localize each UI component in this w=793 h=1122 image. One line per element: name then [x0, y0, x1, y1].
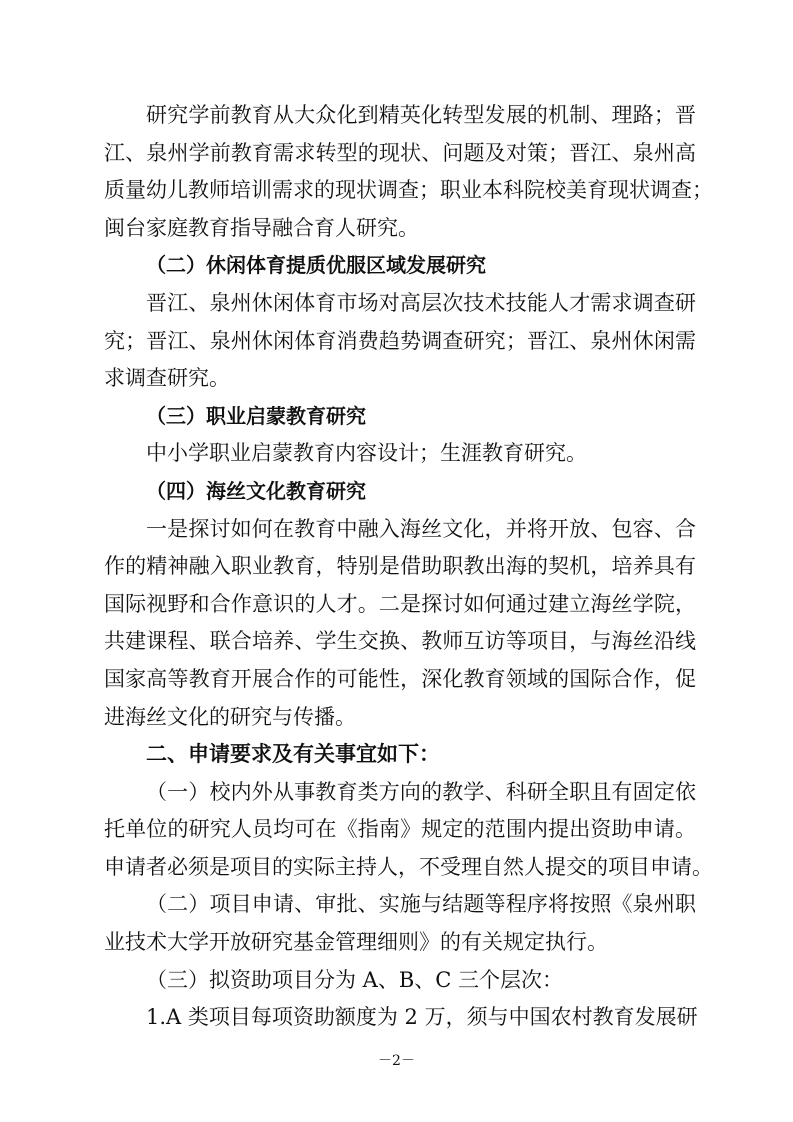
paragraph-line: 闽台家庭教育指导融合育人研究。: [104, 215, 419, 240]
paragraph-line: 一是探讨如何在教育中融入海丝文化，并将开放、包容、合: [146, 516, 696, 541]
section-heading: （二）休闲体育提质优服区域发展研究: [146, 253, 486, 278]
paragraph-line: 共建课程、联合培养、学生交换、教师互访等项目，与海丝沿线: [104, 629, 696, 654]
paragraph-line: 业技术大学开放研究基金管理细则》的有关规定执行。: [104, 930, 608, 955]
page-number: －2－: [378, 1053, 415, 1069]
section-heading: （四）海丝文化教育研究: [146, 478, 366, 503]
paragraph-line: 托单位的研究人员均可在《指南》规定的范围内提出资助申请。: [104, 817, 696, 842]
paragraph-line: （三）拟资助项目分为 A、B、C 三个层次：: [146, 967, 564, 992]
paragraph-line: 究；晋江、泉州休闲体育消费趋势调查研究；晋江、泉州休闲需: [104, 328, 696, 353]
paragraph-line: 进海丝文化的研究与传播。: [104, 704, 356, 729]
paragraph-line: 申请者必须是项目的实际主持人，不受理自然人提交的项目申请。: [104, 854, 713, 879]
paragraph-line: 江、泉州学前教育需求转型的现状、问题及对策；晋江、泉州高: [104, 140, 696, 165]
paragraph-line: （二）项目申请、审批、实施与结题等程序将按照《泉州职: [146, 892, 696, 917]
paragraph-line: 作的精神融入职业教育，特别是借助职教出海的契机，培养具有: [104, 554, 696, 579]
paragraph-line: 中小学职业启蒙教育内容设计；生涯教育研究。: [146, 441, 587, 466]
paragraph-line: 国际视野和合作意识的人才。二是探讨如何通过建立海丝学院，: [104, 591, 696, 616]
paragraph-line: 研究学前教育从大众化到精英化转型发展的机制、理路；晋: [146, 103, 696, 127]
document-body: [104, 97, 713, 1037]
paragraph-line: 求调查研究。: [104, 366, 230, 391]
chapter-heading: 二、申请要求及有关事宜如下：: [146, 742, 440, 767]
paragraph-line: 国家高等教育开展合作的可能性，深化教育领域的国际合作，促: [104, 666, 696, 691]
paragraph-line: 1.A 类项目每项资助额度为 2 万，须与中国农村教育发展研: [146, 1005, 698, 1030]
section-heading: （三）职业启蒙教育研究: [146, 403, 366, 428]
paragraph-line: 晋江、泉州休闲体育市场对高层次技术技能人才需求调查研: [146, 290, 696, 315]
paragraph-line: （一）校内外从事教育类方向的教学、科研全职且有固定依: [146, 779, 696, 804]
paragraph-line: 质量幼儿教师培训需求的现状调查；职业本科院校美育现状调查；: [104, 178, 713, 203]
